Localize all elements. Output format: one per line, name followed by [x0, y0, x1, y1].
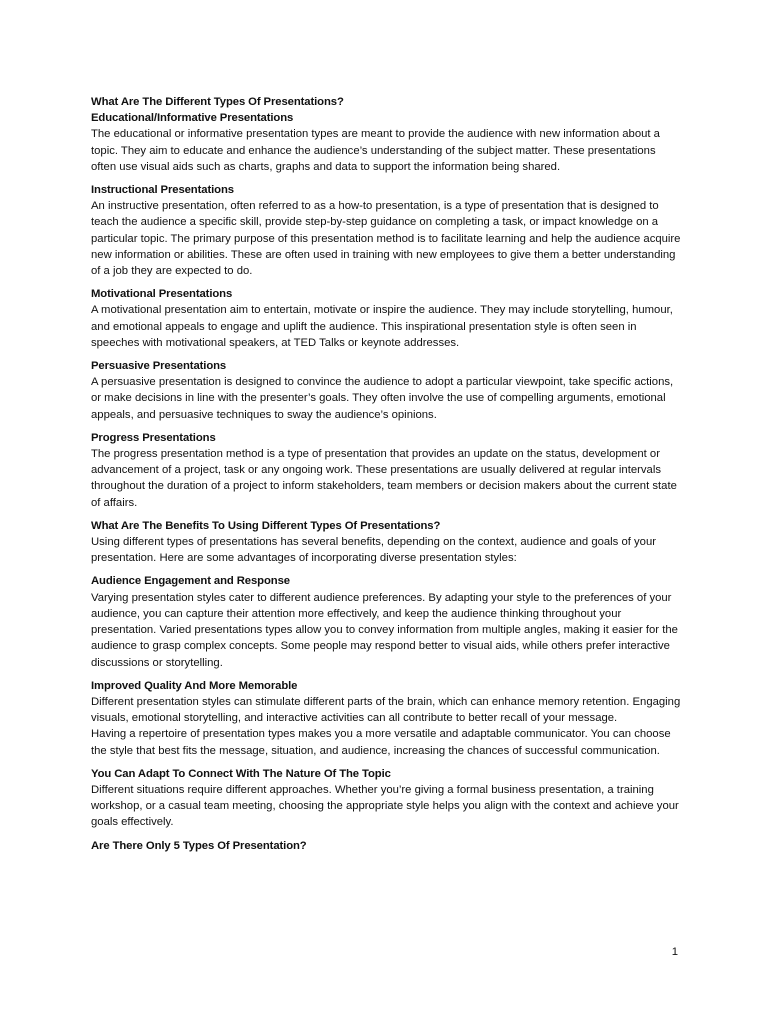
section-heading: Motivational Presentations — [91, 288, 233, 301]
section-paragraph: The educational or informative presentation types are meant to provide the audience with new information about a topic. They aim to educate and enhance the audience’s understanding of the subject matter. These presentations often use visual aids such as charts, graphs and data to support the information being shared. — [91, 128, 660, 173]
section-paragraph: The progress presentation method is a type of presentation that provides an update on the status, development or advancement of a project, task or any ongoing work. These presentations are usually delivered at regular intervals throughout the duration of a project to inform stakeholders, team members or decision makers about the current state of affairs. — [91, 448, 677, 509]
section-audience-engagement — [91, 573, 682, 670]
section-heading: Progress Presentations — [91, 431, 216, 444]
section-instructional — [91, 182, 682, 279]
section-paragraph: An instructive presentation, often referred to as a how-to presentation, is a type of presentation that is designed to teach the audience a specific skill, provide step-by-step guidance on completing a task, or impact knowledge on a particular topic. The primary purpose of this presentation method is to facilitate learning and help the audience acquire new information or abilities. These are often used in training with new employees to give them a better understanding of a job they are expected to do. — [91, 200, 681, 278]
section-improved-quality — [91, 678, 682, 759]
section-paragraph: Different presentation styles can stimulate different parts of the brain, which can enhance memory retention. Engaging visuals, emotional storytelling, and interactive activities can all contribute to better recall of your message. — [91, 695, 681, 725]
section-heading: Instructional Presentations — [91, 184, 234, 197]
section-heading: Persuasive Presentations — [91, 360, 227, 373]
document-body — [91, 94, 682, 854]
section-heading: Audience Engagement and Response — [91, 575, 290, 588]
section-paragraph: A persuasive presentation is designed to convince the audience to adopt a particular viewpoint, take specific actions, or make decisions in line with the presenter’s goals. They often involve the use of compelling arguments, emotional appeals, and persuasive techniques to sway the audience’s opinions. — [91, 376, 674, 421]
document-title: What Are The Different Types Of Presentations? — [91, 96, 344, 108]
section-heading: What Are The Benefits To Using Different Types Of Presentations? — [91, 519, 441, 532]
section-paragraph: Having a repertoire of presentation types makes you a more versatile and adaptable communicator. You can choose the style that best fits the message, situation, and audience, increasing the chances of successful communication. — [91, 728, 671, 757]
section-paragraph: A motivational presentation aim to entertain, motivate or inspire the audience. They may include storytelling, humour, and emotional appeals to engage and uplift the audience. This inspirational presentation style is often seen in speeches with motivational speakers, at TED Talks or keynote addresses. — [91, 304, 673, 349]
section-heading: Are There Only 5 Types Of Presentation? — [91, 839, 307, 852]
section-adapt-topic — [91, 766, 682, 831]
section-heading: You Can Adapt To Connect With The Nature Of The Topic — [91, 767, 391, 780]
section-heading: Improved Quality And More Memorable — [91, 679, 298, 692]
section-only-five-types — [91, 838, 682, 854]
section-progress — [91, 430, 682, 511]
section-motivational — [91, 286, 682, 351]
section-paragraph: Different situations require different approaches. Whether you’re giving a formal business presentation, a training workshop, or a casual team meeting, choosing the appropriate style helps you align with the context and achieve your goals effectively. — [91, 783, 679, 829]
section-paragraph: Varying presentation styles cater to different audience preferences. By adapting your style to the preferences of your audience, you can capture their attention more effectively, and keep the audience thinking throughout your presentation. Varied presentations types allow you to convey information from multiple angles, making it easier for the audience to grasp complex concepts. Some people may respond better to visual aids, while others prefer interactive discussions or storytelling. — [91, 591, 678, 669]
section-educational — [91, 110, 682, 175]
section-heading: Educational/Informative Presentations — [91, 112, 294, 125]
section-persuasive — [91, 358, 682, 423]
page-number: 1 — [671, 946, 678, 958]
section-paragraph: Using different types of presentations has several benefits, depending on the context, audience and goals of your presentation. Here are some advantages of incorporating diverse presentation styles: — [91, 536, 657, 565]
section-benefits — [91, 518, 682, 567]
